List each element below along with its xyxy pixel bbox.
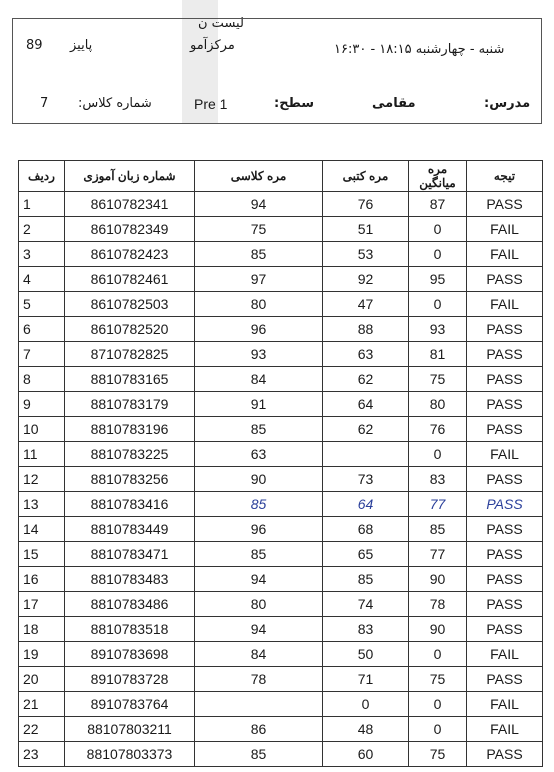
center-name: مرکزآمو	[190, 38, 235, 53]
student-id-cell: 8810783449	[65, 517, 195, 542]
written-score-cell: 76	[323, 192, 409, 217]
written-score-cell: 71	[323, 667, 409, 692]
table-row	[19, 417, 543, 442]
table-row	[19, 317, 543, 342]
teacher-label: مدرس:	[484, 96, 531, 111]
class-score-cell: 94	[195, 567, 323, 592]
class-score-cell: 75	[195, 217, 323, 242]
table-row	[19, 392, 543, 417]
class-number: 7	[40, 96, 49, 111]
row-number-cell: 9	[19, 392, 65, 417]
table-row	[19, 692, 543, 717]
level-label: سطح:	[274, 96, 315, 111]
average-score-cell: 0	[409, 642, 467, 667]
result-cell: FAIL	[467, 442, 543, 467]
written-score-cell: 51	[323, 217, 409, 242]
student-id-cell: 8810783486	[65, 592, 195, 617]
result-cell: PASS	[467, 542, 543, 567]
table-row	[19, 642, 543, 667]
result-cell: PASS	[467, 342, 543, 367]
result-cell: FAIL	[467, 692, 543, 717]
written-score-cell: 74	[323, 592, 409, 617]
class-score-cell: 85	[195, 242, 323, 267]
student-id-cell: 8610782349	[65, 217, 195, 242]
class-score-cell: 85	[195, 542, 323, 567]
written-score-cell: 47	[323, 292, 409, 317]
col-header-row-number: ردیف	[19, 161, 65, 192]
student-id-cell: 8810783256	[65, 467, 195, 492]
result-cell: FAIL	[467, 717, 543, 742]
written-score-cell: 68	[323, 517, 409, 542]
student-id-cell: 8810783518	[65, 617, 195, 642]
average-score-cell: 0	[409, 717, 467, 742]
class-score-cell: 85	[195, 492, 323, 517]
class-score-cell: 80	[195, 592, 323, 617]
result-cell: PASS	[467, 367, 543, 392]
teacher-name: مقامی	[372, 96, 416, 111]
average-score-cell: 78	[409, 592, 467, 617]
written-score-cell: 85	[323, 567, 409, 592]
average-score-cell: 75	[409, 742, 467, 767]
average-score-cell: 90	[409, 567, 467, 592]
class-score-cell: 93	[195, 342, 323, 367]
student-id-cell: 8810783196	[65, 417, 195, 442]
student-id-cell: 8810783416	[65, 492, 195, 517]
row-number-cell: 7	[19, 342, 65, 367]
result-cell: PASS	[467, 417, 543, 442]
class-score-cell: 84	[195, 367, 323, 392]
row-number-cell: 5	[19, 292, 65, 317]
result-cell: FAIL	[467, 242, 543, 267]
result-cell: PASS	[467, 667, 543, 692]
average-score-cell: 77	[409, 542, 467, 567]
average-score-cell: 0	[409, 217, 467, 242]
class-score-cell: 63	[195, 442, 323, 467]
class-score-cell: 78	[195, 667, 323, 692]
result-cell: PASS	[467, 492, 543, 517]
average-score-cell: 0	[409, 442, 467, 467]
student-id-cell: 8610782341	[65, 192, 195, 217]
average-score-cell: 0	[409, 242, 467, 267]
written-score-cell: 73	[323, 467, 409, 492]
col-header-student-id: شماره زبان آموزی	[65, 161, 195, 192]
result-cell: PASS	[467, 592, 543, 617]
result-cell: FAIL	[467, 642, 543, 667]
written-score-cell: 62	[323, 417, 409, 442]
average-score-cell: 93	[409, 317, 467, 342]
result-cell: FAIL	[467, 292, 543, 317]
row-number-cell: 1	[19, 192, 65, 217]
class-score-cell: 94	[195, 192, 323, 217]
result-cell: PASS	[467, 567, 543, 592]
table-row	[19, 217, 543, 242]
col-header-written-score: مره کتبی	[323, 161, 409, 192]
student-id-cell: 8810783225	[65, 442, 195, 467]
result-cell: PASS	[467, 392, 543, 417]
class-score-cell: 85	[195, 417, 323, 442]
average-score-cell: 85	[409, 517, 467, 542]
table-row	[19, 717, 543, 742]
written-score-cell: 62	[323, 367, 409, 392]
written-score-cell: 83	[323, 617, 409, 642]
written-score-cell: 0	[323, 692, 409, 717]
row-number-cell: 10	[19, 417, 65, 442]
row-number-cell: 18	[19, 617, 65, 642]
class-schedule: شنبه - چهارشنبه ۱۸:۱۵ - ۱۶:۳۰	[334, 42, 505, 57]
class-score-cell: 91	[195, 392, 323, 417]
row-number-cell: 8	[19, 367, 65, 392]
term-season: پاییز	[70, 38, 93, 53]
class-score-cell: 90	[195, 467, 323, 492]
row-number-cell: 22	[19, 717, 65, 742]
table-row	[19, 442, 543, 467]
written-score-cell	[323, 442, 409, 467]
result-cell: PASS	[467, 742, 543, 767]
class-score-cell: 94	[195, 617, 323, 642]
class-number-label: شماره کلاس:	[78, 96, 152, 111]
table-row	[19, 592, 543, 617]
row-number-cell: 20	[19, 667, 65, 692]
class-score-cell: 96	[195, 517, 323, 542]
student-id-cell: 8810783165	[65, 367, 195, 392]
row-number-cell: 23	[19, 742, 65, 767]
table-row	[19, 292, 543, 317]
student-id-cell: 8910783698	[65, 642, 195, 667]
result-cell: PASS	[467, 517, 543, 542]
average-score-cell: 0	[409, 292, 467, 317]
result-cell: PASS	[467, 617, 543, 642]
table-row	[19, 467, 543, 492]
row-number-cell: 2	[19, 217, 65, 242]
written-score-cell: 88	[323, 317, 409, 342]
student-id-cell: 88107803211	[65, 717, 195, 742]
table-row	[19, 367, 543, 392]
average-score-cell: 76	[409, 417, 467, 442]
class-score-cell: 84	[195, 642, 323, 667]
student-id-cell: 8610782461	[65, 267, 195, 292]
average-score-cell: 77	[409, 492, 467, 517]
col-header-result: تیجه	[467, 161, 543, 192]
result-cell: PASS	[467, 267, 543, 292]
table-header-row	[19, 161, 543, 192]
row-number-cell: 15	[19, 542, 65, 567]
written-score-cell: 63	[323, 342, 409, 367]
row-number-cell: 11	[19, 442, 65, 467]
level-value: Pre 1	[194, 96, 228, 112]
average-score-cell: 80	[409, 392, 467, 417]
class-score-cell: 85	[195, 742, 323, 767]
table-row	[19, 567, 543, 592]
average-score-cell: 90	[409, 617, 467, 642]
row-number-cell: 14	[19, 517, 65, 542]
student-id-cell: 8610782423	[65, 242, 195, 267]
student-id-cell: 8810783483	[65, 567, 195, 592]
table-row	[19, 342, 543, 367]
average-score-cell: 95	[409, 267, 467, 292]
student-id-cell: 88107803373	[65, 742, 195, 767]
result-cell: PASS	[467, 317, 543, 342]
result-cell: PASS	[467, 467, 543, 492]
class-score-cell: 86	[195, 717, 323, 742]
row-number-cell: 16	[19, 567, 65, 592]
student-id-cell: 8910783728	[65, 667, 195, 692]
written-score-cell: 92	[323, 267, 409, 292]
row-number-cell: 4	[19, 267, 65, 292]
average-score-cell: 75	[409, 367, 467, 392]
student-id-cell: 8910783764	[65, 692, 195, 717]
written-score-cell: 64	[323, 392, 409, 417]
average-score-cell: 75	[409, 667, 467, 692]
table-row	[19, 242, 543, 267]
written-score-cell: 53	[323, 242, 409, 267]
row-number-cell: 6	[19, 317, 65, 342]
row-number-cell: 3	[19, 242, 65, 267]
grades-table	[18, 160, 543, 767]
result-cell: FAIL	[467, 217, 543, 242]
table-row	[19, 517, 543, 542]
term-code: 89	[26, 38, 43, 53]
student-id-cell: 8810783179	[65, 392, 195, 417]
student-id-cell: 8610782503	[65, 292, 195, 317]
result-cell: PASS	[467, 192, 543, 217]
average-score-cell: 83	[409, 467, 467, 492]
average-score-cell: 81	[409, 342, 467, 367]
average-score-cell: 0	[409, 692, 467, 717]
student-id-cell: 8710782825	[65, 342, 195, 367]
written-score-cell: 50	[323, 642, 409, 667]
list-title: لیست ن	[198, 16, 244, 31]
table-row	[19, 492, 543, 517]
row-number-cell: 19	[19, 642, 65, 667]
class-score-cell: 80	[195, 292, 323, 317]
student-id-cell: 8810783471	[65, 542, 195, 567]
table-row	[19, 267, 543, 292]
col-header-class-score: مره کلاسی	[195, 161, 323, 192]
row-number-cell: 21	[19, 692, 65, 717]
table-row	[19, 617, 543, 642]
row-number-cell: 12	[19, 467, 65, 492]
class-score-cell: 96	[195, 317, 323, 342]
class-score-cell: 97	[195, 267, 323, 292]
table-row	[19, 192, 543, 217]
class-score-cell	[195, 692, 323, 717]
written-score-cell: 60	[323, 742, 409, 767]
table-row	[19, 742, 543, 767]
written-score-cell: 65	[323, 542, 409, 567]
row-number-cell: 13	[19, 492, 65, 517]
table-row	[19, 667, 543, 692]
col-header-average: مره میانگین	[409, 161, 467, 192]
row-number-cell: 17	[19, 592, 65, 617]
average-score-cell: 87	[409, 192, 467, 217]
written-score-cell: 64	[323, 492, 409, 517]
written-score-cell: 48	[323, 717, 409, 742]
student-id-cell: 8610782520	[65, 317, 195, 342]
table-row	[19, 542, 543, 567]
